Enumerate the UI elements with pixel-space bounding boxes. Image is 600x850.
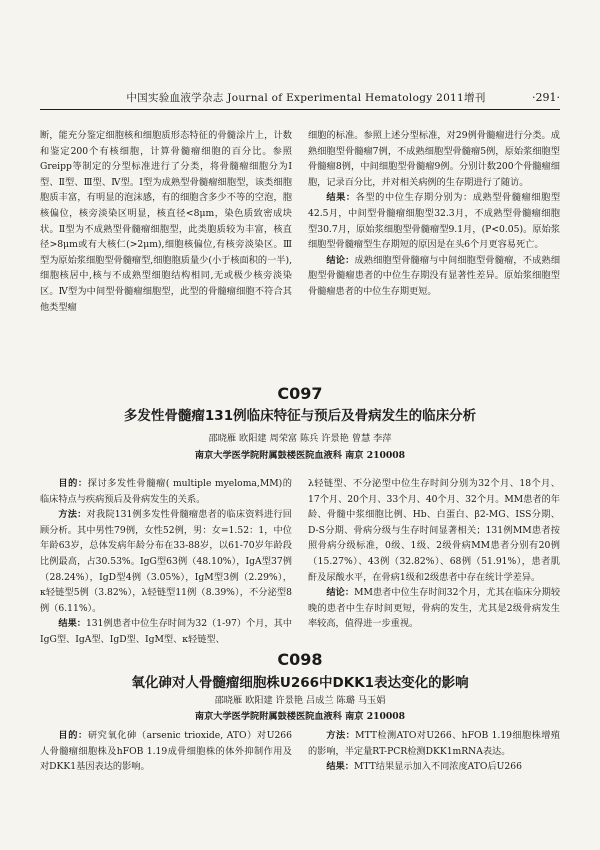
results-label: 结果： (326, 192, 356, 204)
c098-objective: 目的：研究氧化砷（arsenic trioxide, ATO）对U266人骨髓瘤细胞株及hFOB 1.19成骨细胞株的体外抑制作用及对DKK1基因表达的影响。 (40, 730, 293, 773)
prev-article-text: 断，能充分鉴定细胞核和细胞质形态特征的骨髓涂片上，计数和鉴定200个有核细胞，计算骨髓瘤细胞的百分比。参照Greipp等制定的分型标准进行了分类，将骨髓瘤细胞分为Ⅰ型、Ⅱ型、Ⅲ型、Ⅳ型。Ⅰ型为成熟型骨髓瘤细胞型，该类细胞胞质丰富，有明显的泡沫感，有的细胞含多少不等的空泡，胞核偏位，核旁淡染区明显，核直径<8μm，染色质致密成块状。Ⅱ型为不成熟型骨髓瘤细胞型，此类胞质较为丰富，核直径>8μm或有大核仁(>2μm),细胞核偏位,有核旁淡染区。Ⅲ型为原始浆细胞型骨髓瘤型,细胞胞质量少(小于核面积的一半),细胞核居中,核与不成熟型细胞结构相同,无或极少核旁淡染区。Ⅳ型为中间型骨髓瘤细胞型，此型的骨髓瘤细胞不符合其他类型瘤 (40, 130, 292, 313)
conclusion-label: 结论： (326, 587, 355, 599)
c097-conclusion: 结论：MM患者中位生存时间32个月，尤其在临床分期较晚的患者中生存时间更短，骨病的发生，尤其是2级骨病发生率较高，值得进一步重视。 (308, 587, 561, 630)
methods-label: 方法： (58, 509, 87, 521)
abstract-id-c097: C097 (277, 384, 323, 403)
c097-methods: 方法：对我院131例多发性骨髓瘤患者的临床资料进行回顾分析。其中男性79例，女性52例，男：女=1.52：1，中位年龄63岁，总体发病年龄分布在33-88岁，以61-70岁年龄段比例最高，占30.53%。IgG型63例（48.10%），IgA型37例（28.24%），IgD型4例（3.05%），IgM型3例（2.29%），κ轻链型5例（3.82%），λ轻链型11例（8.39%），不分泌型8例（6.11%）。 (40, 509, 292, 614)
c097-objective: 目的：探讨多发性骨髓瘤( multiple myeloma,MM)的临床特点与疾病预后及骨病发生的关系。 (40, 478, 292, 505)
prev-article-text-cont: 细胞的标准。参照上述分型标准，对29例骨髓瘤进行分类。成熟细胞型骨髓瘤7例，不成熟细胞型骨髓瘤5例，原始浆细胞型骨髓瘤8例，中间细胞型骨髓瘤9例。分别计数200个骨髓瘤细胞，记录百分比，并对相关病例的生存期进行了随访。 (308, 130, 560, 188)
c097-right-column (308, 476, 560, 632)
abstract-affiliation-c097: 南京大学医学院附属鼓楼医院血液科 南京 210008 (194, 450, 406, 461)
c098-right-column (308, 728, 560, 775)
results-label: 结果： (58, 618, 86, 630)
prev-article-results: 结果：各型的中位生存期分别为：成熟型骨髓瘤细胞型42.5月，中间型骨髓瘤细胞型32.3月，不成熟型骨髓瘤细胞型30.7月，原始浆细胞型骨髓瘤型9.1月，(P<0.05)。原始浆细胞型骨髓瘤型生存期短的原因是在头6个月更容易死亡。 (308, 192, 561, 251)
prev-article-conclusion: 结论：成熟细胞型骨髓瘤与中间细胞型骨髓瘤，不成熟细胞型骨髓瘤患者的中位生存期没有显著性差异。原始浆细胞型骨髓瘤患者的中位生存期更短。 (308, 254, 561, 297)
prev-article-right-column (308, 128, 560, 300)
abstract-id-c098: C098 (277, 650, 323, 669)
abstract-authors-c098: 邵晓雁 欧阳建 许景艳 吕成兰 陈璐 马玉娟 (214, 695, 386, 706)
c098-left-column (40, 728, 292, 775)
methods-label: 方法： (326, 730, 356, 741)
prev-article-left-column (40, 128, 292, 315)
c097-results: 结果：131例患者中位生存时间为32（1-97）个月，其中IgG型、IgA型、IgD型、IgM型、κ轻链型、 (40, 618, 293, 645)
abstract-title-c098: 氧化砷对人骨髓瘤细胞株U266中DKK1表达变化的影响 (131, 675, 469, 691)
c097-left-column (40, 476, 292, 648)
objective-label: 目的： (58, 730, 88, 741)
page-number: ·291· (532, 90, 560, 104)
header-rule (40, 109, 560, 110)
c098-methods: 方法：MTT检测ATO对U266、hFOB 1.19细胞株增殖的影响，半定量RT-PCR检测DKK1mRNA表达。 (308, 730, 560, 757)
c098-results: 结果：MTT结果显示加入不同浓度ATO后U266 (326, 761, 522, 773)
abstract-affiliation-c098: 南京大学医学院附属鼓楼医院血液科 南京 210008 (194, 711, 406, 722)
abstract-authors-c097: 邵晓雁 欧阳建 周荣富 陈兵 许景艳 曾慧 李萍 (208, 433, 392, 444)
conclusion-label: 结论： (326, 254, 355, 266)
results-label: 结果： (326, 761, 354, 773)
c097-results-cont: λ轻链型、不分泌型中位生存时间分别为32个月、18个月、17个月、20个月、33个月、40个月、32个月。MM患者的年龄、骨髓中浆细胞比例、Hb、白蛋白、β2-MG、ISS分期、D-S分期、骨病分级与生存时间显著相关；131例MM患者按照骨病分级标准，0级、1级、2级骨病MM患者分别有20例（15.27%）、43例（32.82%）、68例（51.91%），患者肌酐及尿酸水平，在骨病1级和2级患者中存在统计学差异。 (308, 478, 560, 583)
abstract-title-c097: 多发性骨髓瘤131例临床特征与预后及骨病发生的临床分析 (123, 408, 477, 424)
running-head (40, 89, 560, 105)
objective-label: 目的： (58, 478, 88, 489)
journal-title: 中国实验血液学杂志 Journal of Experimental Hematology 2011增刊 (126, 91, 486, 104)
